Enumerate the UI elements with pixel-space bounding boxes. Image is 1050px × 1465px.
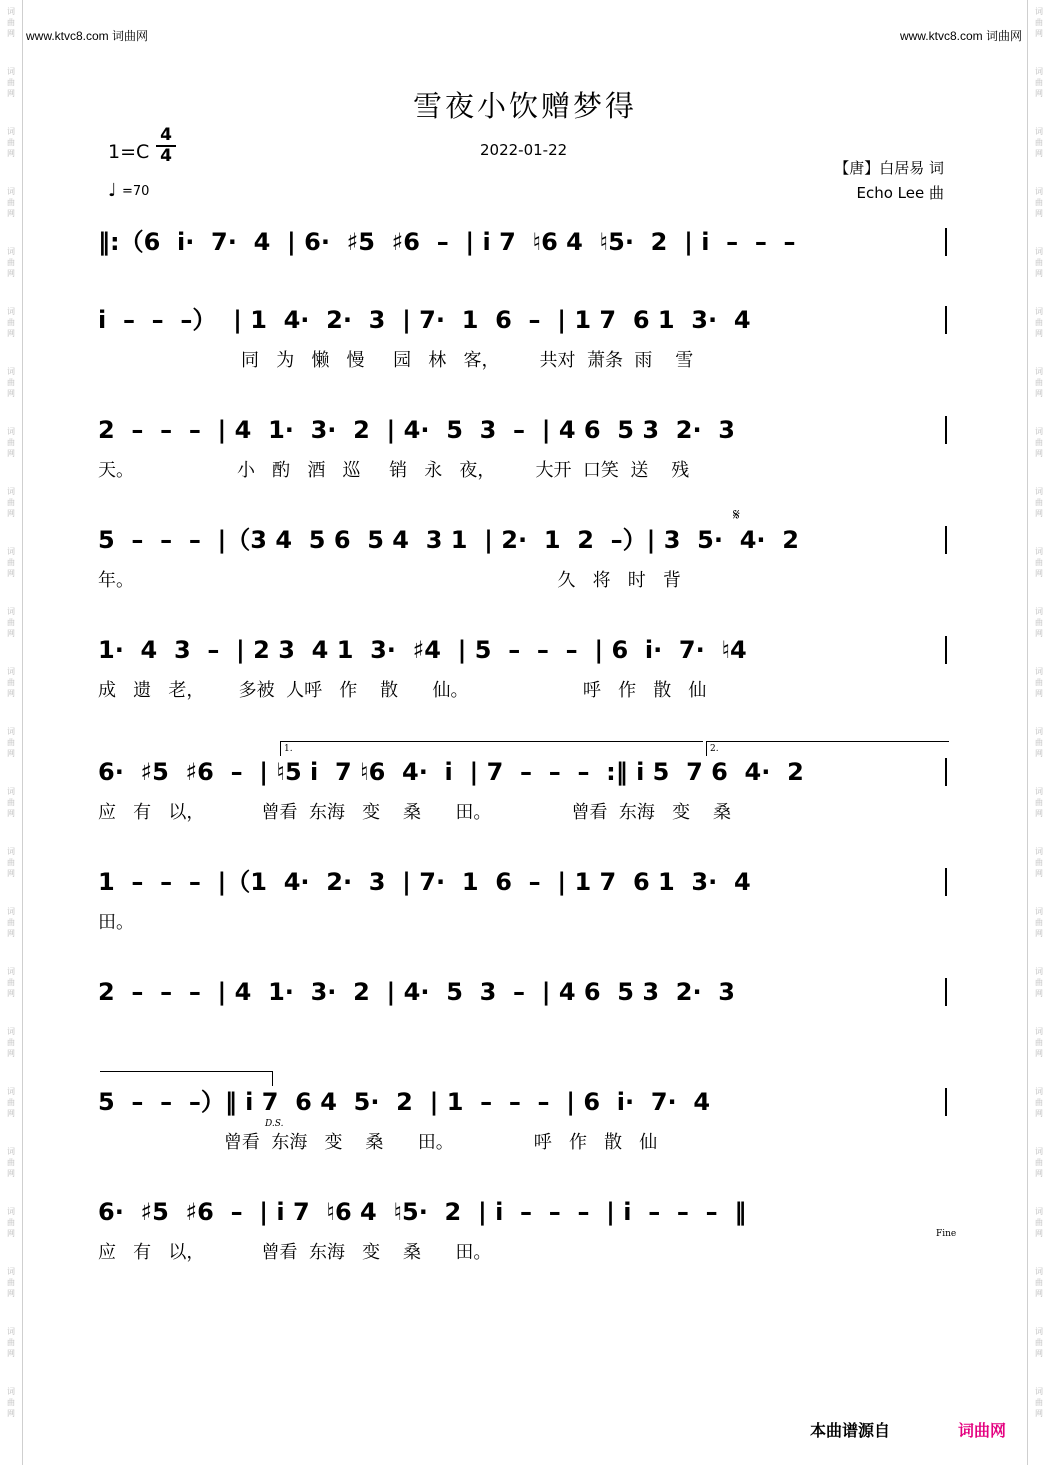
first-ending-label: 1.	[284, 744, 293, 754]
watermark-text: 词 曲 网	[7, 787, 15, 818]
barline	[945, 978, 950, 1006]
watermark-text: 词 曲 网	[7, 127, 15, 158]
notes-line: 6· ♯5 ♯6 – | ♮5 i 7 ♮6 4· i | 7 – – – :‖ i 5 7 6 4· 2	[98, 758, 804, 786]
barline	[945, 636, 950, 664]
notes-line: 5 – – –）‖ i 7 6 4 5· 2 | 1 – – – | 6 i· 7· 4	[98, 1088, 711, 1116]
watermark-text: 词 曲 网	[1035, 187, 1043, 218]
watermark-text: 词 曲 网	[7, 307, 15, 338]
score-system-6	[98, 752, 950, 862]
lyrics-line: 年。 久 将 时 背	[98, 570, 681, 591]
header-url-left[interactable]: www.ktvc8.com 词曲网	[26, 29, 149, 43]
composer-credit: Echo Lee 曲	[856, 184, 944, 202]
score-system-8	[98, 972, 950, 1082]
watermark-text: 词 曲 网	[1035, 1087, 1043, 1118]
header-url-right[interactable]: www.ktvc8.com 词曲网	[899, 29, 1022, 43]
barline	[945, 228, 950, 256]
watermark-text: 词 曲 网	[1035, 667, 1043, 698]
watermark-text: 词 曲 网	[1035, 7, 1043, 38]
lyrics-line	[98, 268, 950, 298]
notes-line: 6· ♯5 ♯6 – | i 7 ♮6 4 ♮5· 2 | i – – – | i – – – ‖	[98, 1198, 747, 1226]
watermark-text: 词 曲 网	[1035, 967, 1043, 998]
lyricist-credit: 【唐】白居易 词	[834, 159, 944, 177]
score-system-10	[98, 1192, 950, 1302]
watermark-text: 词 曲 网	[1035, 547, 1043, 578]
watermark-text: 词 曲 网	[1035, 787, 1043, 818]
watermark-text: 词 曲 网	[7, 367, 15, 398]
watermark-text: 词 曲 网	[1035, 367, 1043, 398]
watermark-text: 词 曲 网	[7, 967, 15, 998]
watermark-text: 词 曲 网	[7, 7, 15, 38]
watermark-text: 词 曲 网	[1035, 1207, 1043, 1238]
watermark-text: 词 曲 网	[7, 187, 15, 218]
score-system-4	[98, 520, 950, 630]
lyrics-line: 曾看 东海 变 桑 田。 呼 作 散 仙	[98, 1132, 658, 1153]
watermark-text: 词 曲 网	[1035, 247, 1043, 278]
lyrics-line: 应 有 以， 曾看 东海 变 桑 田。	[98, 1242, 492, 1263]
watermark-text: 词 曲 网	[7, 847, 15, 878]
notes-line: 2 – – – | 4 1· 3· 2 | 4· 5 3 – | 4 6 5 3 2· 3	[98, 978, 735, 1006]
watermark-text: 词 曲 网	[1035, 427, 1043, 458]
tempo-mark: =70	[122, 184, 150, 199]
score-system-9	[98, 1082, 950, 1192]
time-signature	[156, 126, 176, 166]
score-system-3	[98, 410, 950, 520]
watermark-text: 词 曲 网	[7, 1327, 15, 1358]
notes-line: 1 – – – |（1 4· 2· 3 | 7· 1 6 – | 1 7 6 1 3· 4	[98, 868, 751, 896]
lyrics-line: 田。	[98, 912, 134, 933]
barline	[945, 758, 950, 786]
key-signature: 1=C	[108, 141, 150, 163]
watermark-text: 词 曲 网	[1035, 67, 1043, 98]
barline	[945, 868, 950, 896]
lyrics-line: 天。 小 酌 酒 巡 销 永 夜， 大开 口笑 送 残	[98, 460, 690, 481]
watermark-text: 词 曲 网	[1035, 1027, 1043, 1058]
watermark-text: 词 曲 网	[7, 1387, 15, 1418]
fine-mark: Fine	[936, 1229, 957, 1239]
watermark-text: 词 曲 网	[7, 547, 15, 578]
song-date: 2022-01-22	[480, 141, 568, 159]
score-system-7	[98, 862, 950, 972]
watermark-text: 词 曲 网	[7, 67, 15, 98]
score-system-5	[98, 630, 950, 740]
notes-line: ‖:（6 i· 7· 4 | 6· ♯5 ♯6 – | i 7 ♮6 4 ♮5· 2 | i – – –	[98, 228, 796, 256]
watermark-text: 词 曲 网	[7, 727, 15, 758]
notes-line: 1· 4 3 – | 2 3 4 1 3· ♯4 | 5 – – – | 6 i· 7· ♮4	[98, 636, 747, 664]
watermark-text: 词 曲 网	[1035, 607, 1043, 638]
notes-line: i – – –） | 1 4· 2· 3 | 7· 1 6 – | 1 7 6 1 3· 4	[98, 306, 751, 334]
score-system-2	[98, 300, 950, 410]
watermark-text: 词 曲 网	[7, 607, 15, 638]
barline	[945, 526, 950, 554]
ds-mark: D.S.	[265, 1119, 284, 1129]
barline	[945, 416, 950, 444]
song-title: 雪夜小饮赠梦得	[412, 89, 637, 123]
watermark-text: 词 曲 网	[7, 1207, 15, 1238]
footer-source-label: 本曲谱源自	[810, 1421, 891, 1440]
watermark-text: 词 曲 网	[1035, 907, 1043, 938]
notes-line: 5 – – – |（3 4 5 6 5 4 3 1 | 2· 1 2 –）| 3 5· 4· 2	[98, 526, 799, 554]
watermark-text: 词 曲 网	[7, 1147, 15, 1178]
watermark-text: 词 曲 网	[7, 247, 15, 278]
watermark-text: 词 曲 网	[7, 907, 15, 938]
watermark-text: 词 曲 网	[1035, 127, 1043, 158]
watermark-text: 词 曲 网	[1035, 727, 1043, 758]
time-signature-bottom: 4	[156, 145, 176, 166]
segno-sign: 𝄋	[733, 505, 740, 524]
watermark-text: 词 曲 网	[7, 1027, 15, 1058]
watermark-text: 词 曲 网	[7, 1267, 15, 1298]
notes-line: 2 – – – | 4 1· 3· 2 | 4· 5 3 – | 4 6 5 3 2· 3	[98, 416, 735, 444]
watermark-text: 词 曲 网	[1035, 1267, 1043, 1298]
watermark-text: 词 曲 网	[1035, 487, 1043, 518]
second-ending-label: 2.	[710, 744, 719, 754]
watermark-text: 词 曲 网	[1035, 1387, 1043, 1418]
lyrics-line: 同 为 懒 慢 园 林 客， 共对 萧条 雨 雪	[98, 350, 694, 371]
watermark-text: 词 曲 网	[7, 427, 15, 458]
barline	[945, 1088, 950, 1116]
time-signature-top: 4	[160, 125, 172, 145]
watermark-text: 词 曲 网	[1035, 847, 1043, 878]
lyrics-line	[98, 1018, 950, 1048]
quarter-note-icon: ♩	[108, 180, 117, 201]
watermark-text: 词 曲 网	[7, 667, 15, 698]
watermark-text: 词 曲 网	[7, 487, 15, 518]
footer-source-link[interactable]: 词曲网	[958, 1421, 1007, 1440]
barline	[945, 306, 950, 334]
watermark-text: 词 曲 网	[1035, 1147, 1043, 1178]
watermark-text: 词 曲 网	[1035, 1327, 1043, 1358]
watermark-text: 词 曲 网	[1035, 307, 1043, 338]
lyrics-line: 成 遗 老， 多被 人呼 作 散 仙。 呼 作 散 仙	[98, 680, 707, 701]
lyrics-line: 应 有 以， 曾看 东海 变 桑 田。 曾看 东海 变 桑	[98, 802, 731, 823]
watermark-text: 词 曲 网	[7, 1087, 15, 1118]
